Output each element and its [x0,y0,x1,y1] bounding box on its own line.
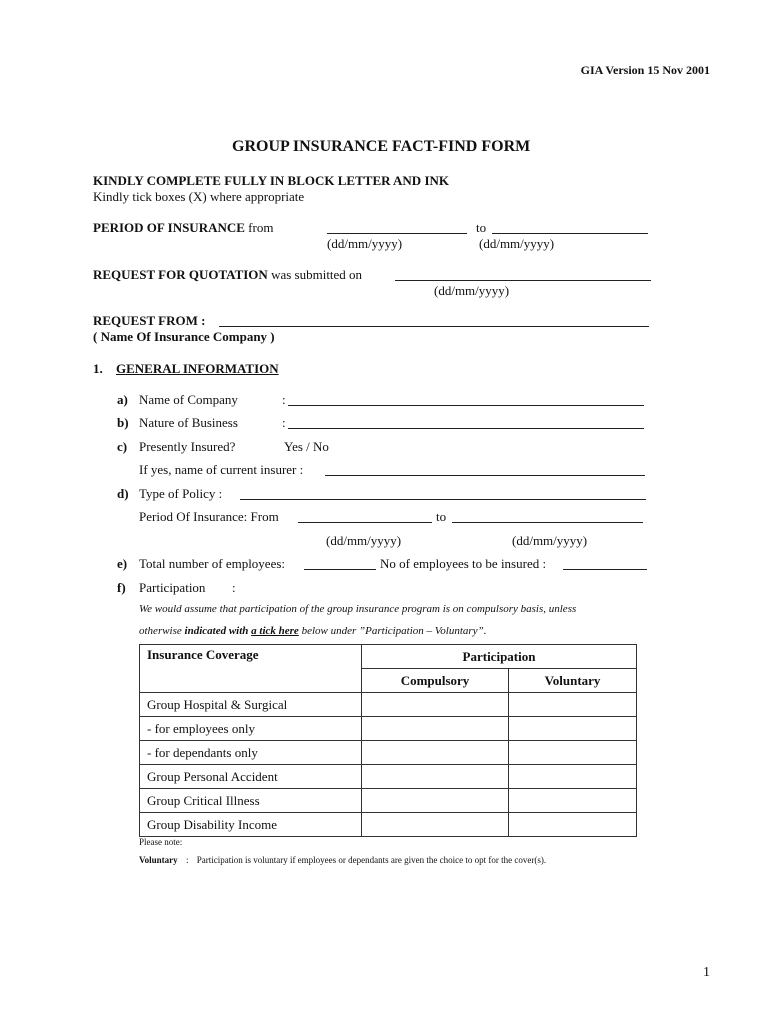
compulsory-cell[interactable] [362,741,509,765]
item-e-key: e) [117,556,128,571]
employees-insured-field[interactable] [563,569,647,570]
rfq-row [93,267,362,283]
coverage-name: - for dependants only [140,741,362,765]
section1-title: GENERAL INFORMATION [116,361,279,376]
table-row [140,813,637,837]
coverage-name: Group Disability Income [140,813,362,837]
current-insurer-field[interactable] [325,475,645,476]
item-c-label: Presently Insured? [139,439,236,454]
table-row [140,693,637,717]
voluntary-cell[interactable] [509,741,637,765]
policy-period-to-field[interactable] [452,522,643,523]
item-f-colon: : [232,580,236,595]
voluntary-footnote-sep: : [185,855,189,865]
please-note-label: Please note: [139,837,183,847]
period-to-format: (dd/mm/yyyy) [479,236,555,251]
coverage-name: Group Hospital & Surgical [140,693,362,717]
rfq-label: REQUEST FOR QUOTATION [93,267,268,282]
item-a-label: Name of Company [139,392,238,407]
header-insurance-coverage: Insurance Coverage [140,645,362,693]
voluntary-footnote-label: Voluntary [139,855,178,865]
compulsory-cell[interactable] [362,765,509,789]
table-row [140,789,637,813]
form-title: GROUP INSURANCE FACT-FIND FORM [232,138,531,155]
policy-to-format: (dd/mm/yyyy) [512,533,588,548]
presently-insured-options[interactable]: Yes / No [284,439,329,454]
compulsory-cell[interactable] [362,813,509,837]
voluntary-footnote [139,855,546,865]
item-f-key: f) [117,580,126,595]
table-row [140,741,637,765]
employees-insured-label: No of employees to be insured : [380,556,547,571]
note-text-a: otherwise [139,625,185,637]
instruction-tick-boxes: Kindly tick boxes (X) where appropriate [93,189,305,204]
compulsory-cell[interactable] [362,693,509,717]
voluntary-cell[interactable] [509,765,637,789]
page-number: 1 [703,965,710,980]
compulsory-cell[interactable] [362,789,509,813]
voluntary-cell[interactable] [509,717,637,741]
header-voluntary: Voluntary [509,669,637,693]
note-text-d: below under ”Participation – Voluntary”. [298,625,487,637]
policy-period-to-text: to [436,509,447,524]
company-name-field[interactable] [288,405,644,406]
request-from-field[interactable] [219,326,649,327]
item-a-key: a) [117,392,128,407]
rfq-rest: was submitted on [271,267,363,282]
participation-note-line2 [139,625,486,637]
instruction-block-letters: KINDLY COMPLETE FULLY IN BLOCK LETTER AND INK [93,173,450,188]
participation-note-line1: We would assume that participation of the group insurance program is on compulsory basis, unless [139,603,577,615]
version-label: GIA Version 15 Nov 2001 [580,63,710,77]
coverage-name: Group Personal Accident [140,765,362,789]
policy-from-format: (dd/mm/yyyy) [326,533,402,548]
current-insurer-label: If yes, name of current insurer : [139,462,304,477]
voluntary-cell[interactable] [509,693,637,717]
period-from-text: from [248,220,274,235]
period-from-format: (dd/mm/yyyy) [327,236,403,251]
table-row [140,717,637,741]
table-header-row [140,645,637,669]
item-d-key: d) [117,486,129,501]
voluntary-cell[interactable] [509,789,637,813]
coverage-name: - for employees only [140,717,362,741]
request-from-sub: ( Name Of Insurance Company ) [93,329,275,344]
item-a-colon: : [282,392,286,407]
note-text-c: a tick here [251,625,299,637]
nature-of-business-field[interactable] [288,428,644,429]
item-e-label: Total number of employees: [139,556,286,571]
type-of-policy-field[interactable] [240,499,646,500]
period-from-field[interactable] [327,233,467,234]
compulsory-cell[interactable] [362,717,509,741]
period-label: PERIOD OF INSURANCE [93,220,245,235]
period-to-text: to [476,220,487,235]
header-participation: Participation [362,645,637,669]
period-to-field[interactable] [492,233,648,234]
item-b-label: Nature of Business [139,415,238,430]
total-employees-field[interactable] [304,569,376,570]
coverage-name: Group Critical Illness [140,789,362,813]
table-row [140,765,637,789]
period-row [93,220,273,236]
item-b-key: b) [117,415,129,430]
policy-period-label: Period Of Insurance: From [139,509,279,524]
policy-period-from-field[interactable] [298,522,432,523]
item-b-colon: : [282,415,286,430]
header-compulsory: Compulsory [362,669,509,693]
voluntary-cell[interactable] [509,813,637,837]
item-c-key: c) [117,439,128,454]
rfq-date-field[interactable] [395,280,651,281]
item-f-label: Participation [139,580,206,595]
request-from-label: REQUEST FROM : [93,313,206,328]
section1-number: 1. [93,361,103,376]
note-text-b: indicated with [184,625,252,637]
rfq-format: (dd/mm/yyyy) [434,283,510,298]
item-d-label: Type of Policy : [139,486,223,501]
coverage-table [139,644,637,837]
voluntary-footnote-text: Participation is voluntary if employees or dependants are given the choice to opt for the cover(s). [196,855,547,865]
